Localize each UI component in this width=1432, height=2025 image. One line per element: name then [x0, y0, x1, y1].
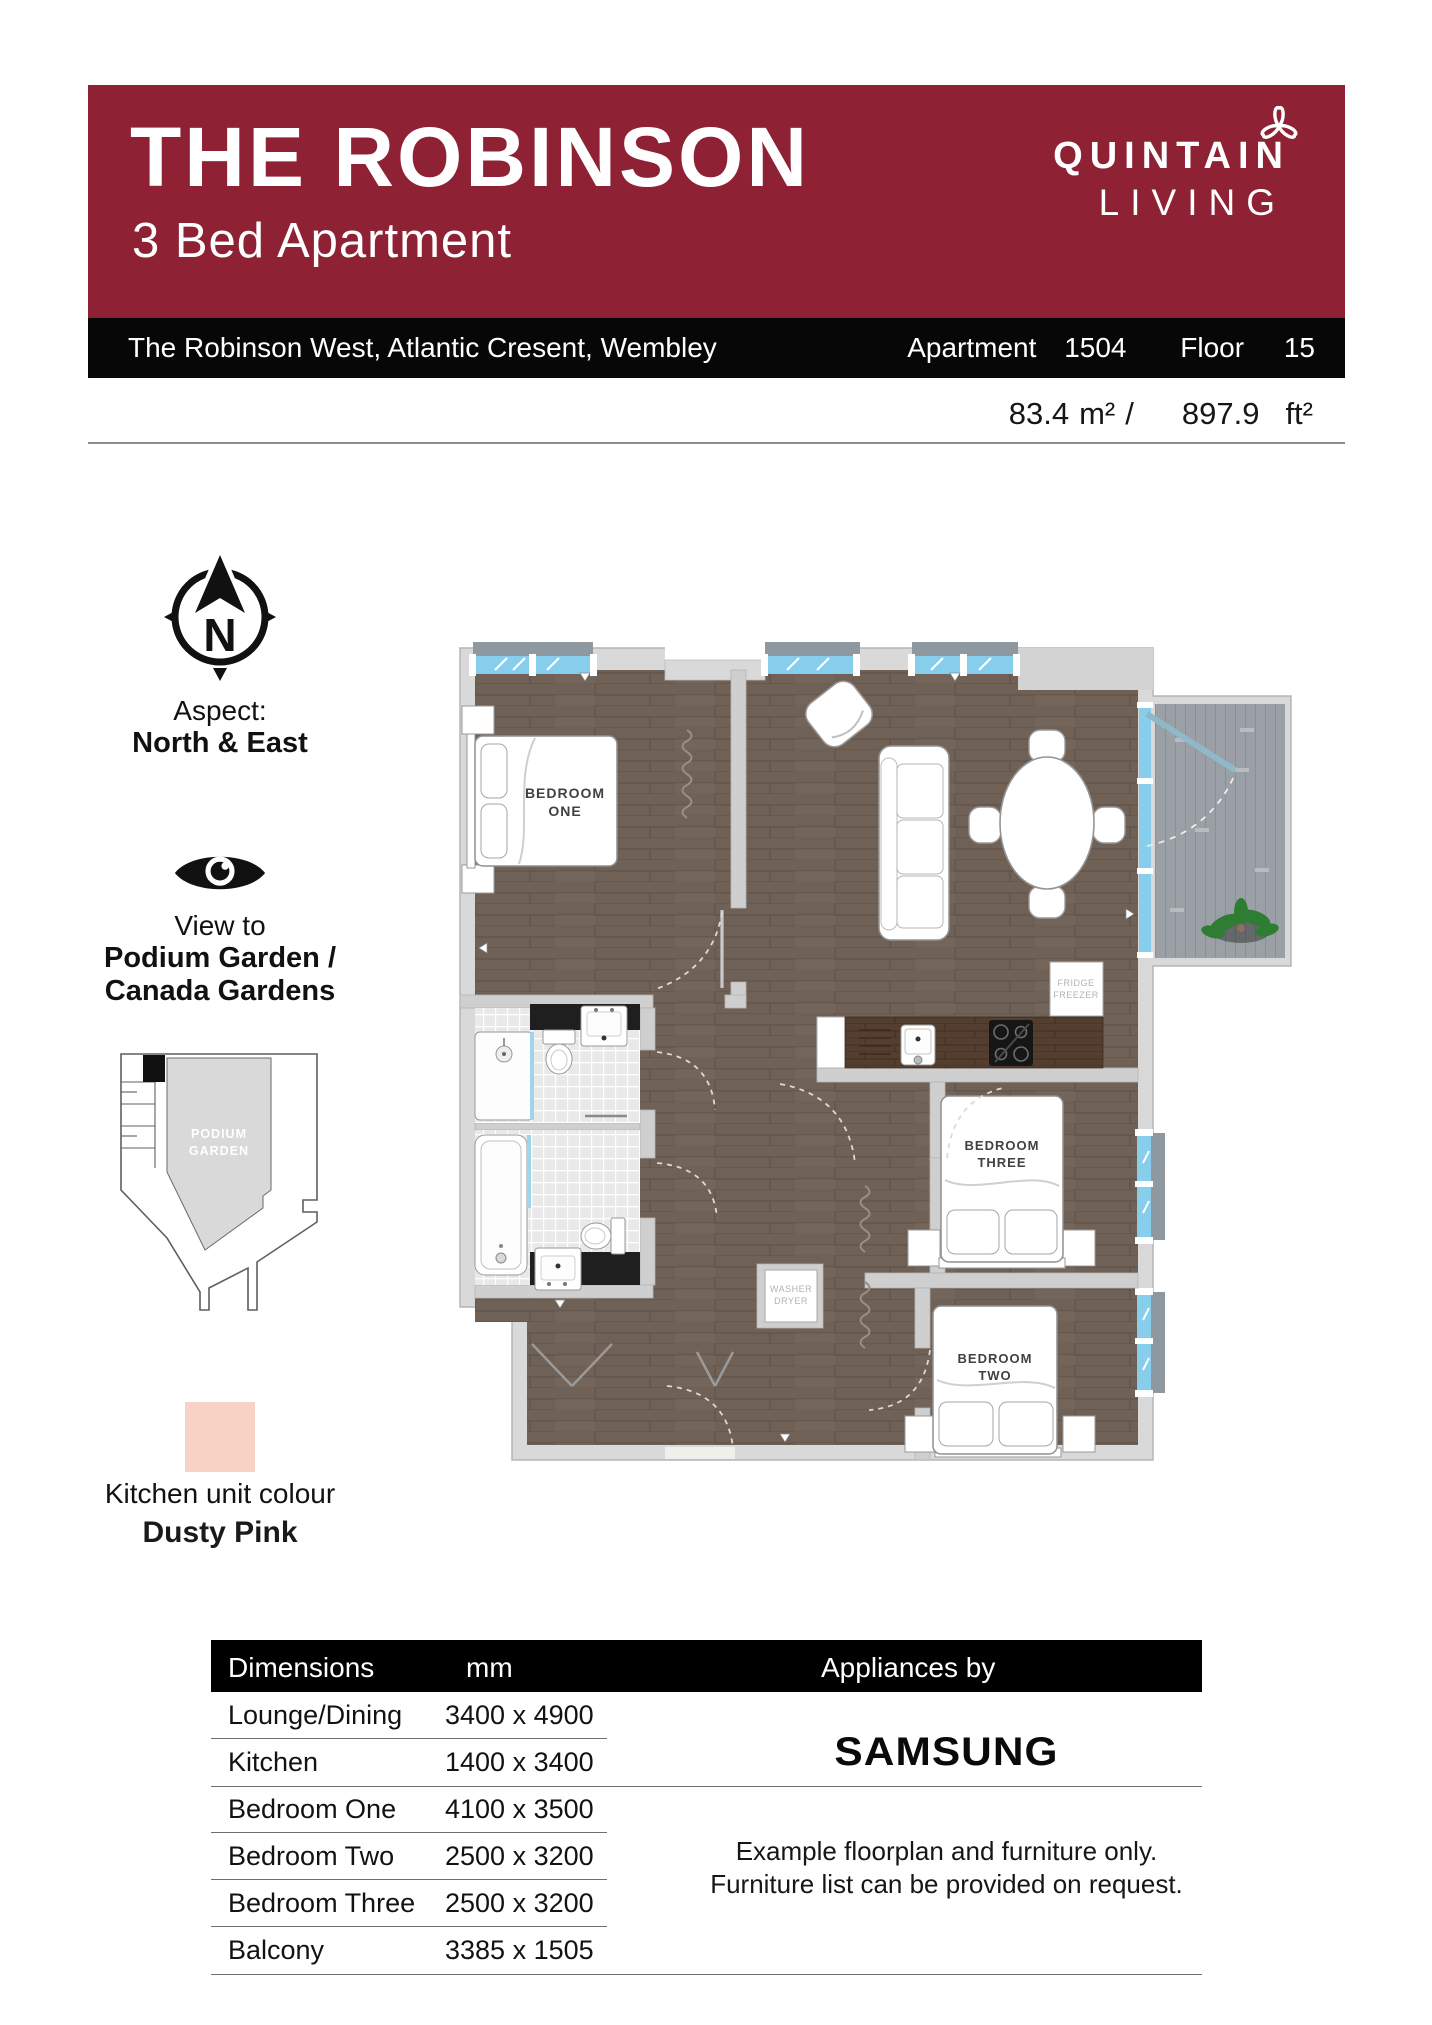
- compass-north-letter: N: [203, 609, 237, 661]
- table-row: [211, 1833, 607, 1880]
- samsung-logo: SAMSUNG: [834, 1730, 1059, 1774]
- row-name: Balcony: [228, 1935, 325, 1965]
- eye-icon: [173, 846, 267, 900]
- row-name: Bedroom Three: [228, 1887, 416, 1918]
- row-name: Kitchen: [228, 1747, 319, 1777]
- apartment-label: Apartment: [907, 332, 1037, 363]
- brand-logo-line1: QUINTAIN: [1053, 135, 1290, 177]
- area-metric-unit: m²: [1079, 396, 1116, 431]
- aspect-value: North & East: [132, 727, 308, 759]
- fridge-freezer: [1050, 962, 1103, 1016]
- site-map-label-line2: GARDEN: [188, 1144, 250, 1158]
- area-separator: /: [1125, 396, 1134, 431]
- kitchen-hob: [989, 1020, 1033, 1066]
- bathroom-one-sink: [581, 1006, 627, 1046]
- row-size: 2500 x 3200: [445, 1887, 594, 1918]
- view-value-line1: Podium Garden /: [103, 942, 337, 974]
- fridge-label-line1: FRIDGE: [1057, 978, 1095, 988]
- row-name: Bedroom Two: [228, 1840, 395, 1871]
- bathtub: [475, 1135, 529, 1275]
- floor-label: Floor: [1180, 332, 1245, 363]
- appliances-block: [691, 1692, 1202, 1975]
- note-line1: Example floorplan and furniture only.: [735, 1836, 1158, 1866]
- row-name: Bedroom One: [228, 1793, 397, 1824]
- bathroom-two-sink: [535, 1248, 581, 1290]
- dimensions-table: [211, 1640, 1202, 1975]
- washer-label-line1: WASHER: [769, 1284, 813, 1294]
- row-size: 3400 x 4900: [445, 1699, 594, 1730]
- row-size: 1400 x 3400: [445, 1747, 594, 1777]
- header-banner: [88, 85, 1345, 318]
- row-size: 4100 x 3500: [445, 1793, 594, 1824]
- area-imperial-value: 897.9: [1181, 396, 1260, 431]
- aspect-label: Aspect:: [173, 695, 267, 726]
- page-subtitle: 3 Bed Apartment: [132, 214, 513, 268]
- view-label: View to: [174, 910, 266, 941]
- bedroom-two-label-line2: TWO: [978, 1368, 1012, 1383]
- note-line2: Furniture list can be provided on request.: [710, 1869, 1183, 1899]
- site-map-unit-marker: [143, 1055, 165, 1082]
- apartment-floor-info: [907, 332, 1315, 364]
- brand-logo: [1053, 135, 1290, 224]
- header-dimensions: Dimensions: [228, 1652, 375, 1683]
- bathroom-two: [475, 1130, 640, 1290]
- view-value-line2: Canada Gardens: [104, 975, 336, 1008]
- bedroom-three-label-line1: BEDROOM: [964, 1138, 1040, 1153]
- bedroom-one-label-line1: BEDROOM: [524, 785, 606, 801]
- bedroom-one-label-line2: ONE: [548, 803, 582, 819]
- balcony: [1137, 702, 1285, 958]
- washer-label-line2: DRYER: [774, 1296, 808, 1306]
- table-row: [211, 1880, 607, 1927]
- area-imperial-unit: ft²: [1285, 396, 1313, 431]
- kitchen-colour-block: [70, 1478, 370, 1550]
- bathroom-one: [475, 1004, 640, 1123]
- aspect-block: [88, 553, 352, 760]
- floorplan-svg: [435, 618, 1295, 1493]
- row-size: 2500 x 3200: [445, 1840, 594, 1871]
- shower: [475, 1032, 533, 1120]
- kitchen-sink: [901, 1025, 935, 1065]
- balcony-glazing: [1139, 704, 1151, 958]
- address-bar: [88, 318, 1345, 378]
- kitchen-colour-label: Kitchen unit colour: [104, 1478, 336, 1509]
- trefoil-flower-icon: [1254, 99, 1304, 149]
- fridge-label-line2: FREEZER: [1053, 990, 1099, 1000]
- site-map-label-line1: PODIUM: [191, 1127, 247, 1141]
- area-line: [88, 388, 1345, 440]
- apartment-number: 1504: [1064, 332, 1127, 363]
- page-title: THE ROBINSON: [130, 110, 811, 204]
- bedroom-three-label-line2: THREE: [977, 1155, 1027, 1170]
- table-row: [211, 1739, 607, 1786]
- address-text: The Robinson West, Atlantic Cresent, Wembley: [128, 332, 717, 363]
- table-row: [211, 1786, 607, 1833]
- wall-segment: [1018, 648, 1153, 690]
- kitchen-counter: [817, 1017, 1103, 1068]
- sofa: [879, 746, 949, 940]
- dimensions-table-header: [211, 1640, 1202, 1692]
- row-size: 3385 x 1505: [445, 1935, 594, 1965]
- washer-dryer: [765, 1270, 817, 1322]
- table-row: [211, 1927, 607, 1974]
- dimensions-table-body: [211, 1692, 1202, 1975]
- kitchen-colour-swatch: [185, 1402, 255, 1472]
- header-appliances: Appliances by: [821, 1652, 996, 1683]
- bedroom-two-label-line1: BEDROOM: [957, 1351, 1033, 1366]
- kitchen-colour-value: Dusty Pink: [142, 1516, 298, 1549]
- view-block: [88, 846, 352, 1009]
- brand-logo-line2: LIVING: [1098, 182, 1286, 223]
- facade-notch: [665, 634, 765, 660]
- floor-number: 15: [1283, 332, 1315, 363]
- row-name: Lounge/Dining: [228, 1699, 403, 1730]
- compass-icon: [160, 553, 280, 685]
- table-row: [211, 1692, 607, 1739]
- divider-line: [88, 442, 1345, 444]
- area-metric-value: 83.4: [1008, 396, 1070, 431]
- site-map: [105, 1040, 335, 1315]
- toilet-one: [543, 1030, 575, 1074]
- header-unit: mm: [466, 1652, 513, 1683]
